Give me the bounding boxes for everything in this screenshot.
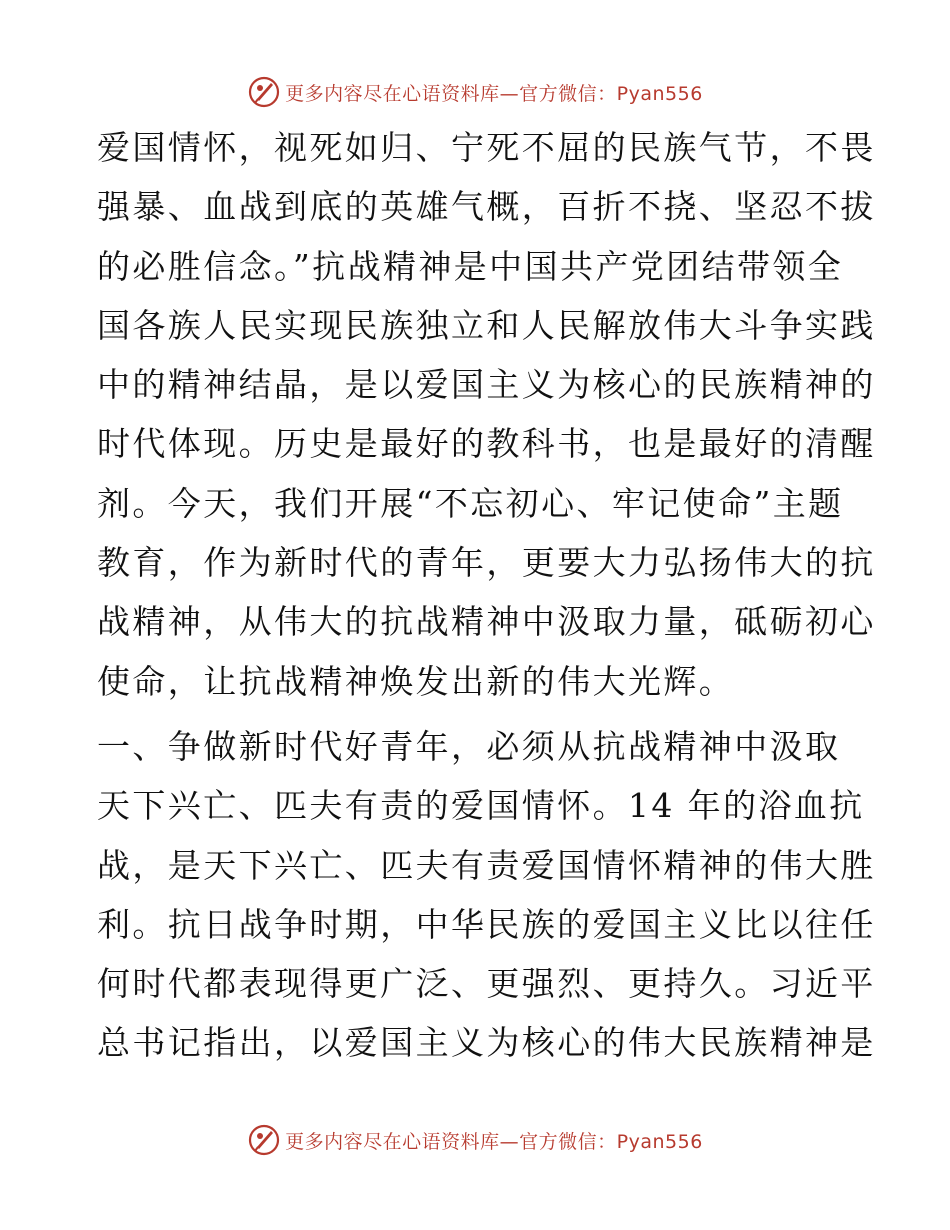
- text-line: 的必胜信念。”抗战精神是中国共产党团结带领全: [97, 246, 844, 286]
- header-banner-text: 更多内容尽在心语资料库—官方微信：Pyan556: [285, 82, 703, 105]
- text-line: 使命，让抗战精神焕发出新的伟大光辉。: [97, 661, 735, 701]
- text-line: 利。抗日战争时期，中华民族的爱国主义比以往任: [97, 904, 876, 944]
- text-line: 天下兴亡、匹夫有责的爱国情怀。14 年的浴血抗: [97, 786, 865, 826]
- quill-logo-icon: [247, 75, 281, 109]
- paragraph-1: [97, 118, 876, 711]
- text-line: 战，是天下兴亡、匹夫有责爱国情怀精神的伟大胜: [97, 845, 876, 885]
- header-banner: [0, 72, 950, 112]
- footer-banner-text: 更多内容尽在心语资料库—官方微信：Pyan556: [285, 1130, 703, 1153]
- quill-logo-icon: [247, 1123, 281, 1157]
- text-line: 强暴、血战到底的英雄气概，百折不挠、坚忍不拔: [97, 187, 876, 227]
- text-line: 一、争做新时代好青年，必须从抗战精神中汲取: [97, 726, 841, 766]
- footer-banner: [0, 1120, 950, 1160]
- text-line: 总书记指出，以爱国主义为核心的伟大民族精神是: [97, 1023, 876, 1063]
- text-line: 教育，作为新时代的青年，更要大力弘扬伟大的抗: [97, 543, 876, 583]
- text-line: 剂。今天，我们开展“不忘初心、牢记使命”主题: [97, 483, 844, 523]
- text-line: 中的精神结晶，是以爱国主义为核心的民族精神的: [97, 365, 876, 405]
- document-body: [97, 118, 876, 1073]
- text-line: 时代体现。历史是最好的教科书，也是最好的清醒: [97, 424, 876, 464]
- text-line: 爱国情怀，视死如归、宁死不屈的民族气节，不畏: [97, 128, 876, 167]
- text-line: 何时代都表现得更广泛、更强烈、更持久。习近平: [97, 964, 876, 1004]
- text-line: 国各族人民实现民族独立和人民解放伟大斗争实践: [97, 305, 876, 345]
- text-line: 战精神，从伟大的抗战精神中汲取力量，砥砺初心: [97, 602, 876, 642]
- paragraph-2: [97, 717, 876, 1073]
